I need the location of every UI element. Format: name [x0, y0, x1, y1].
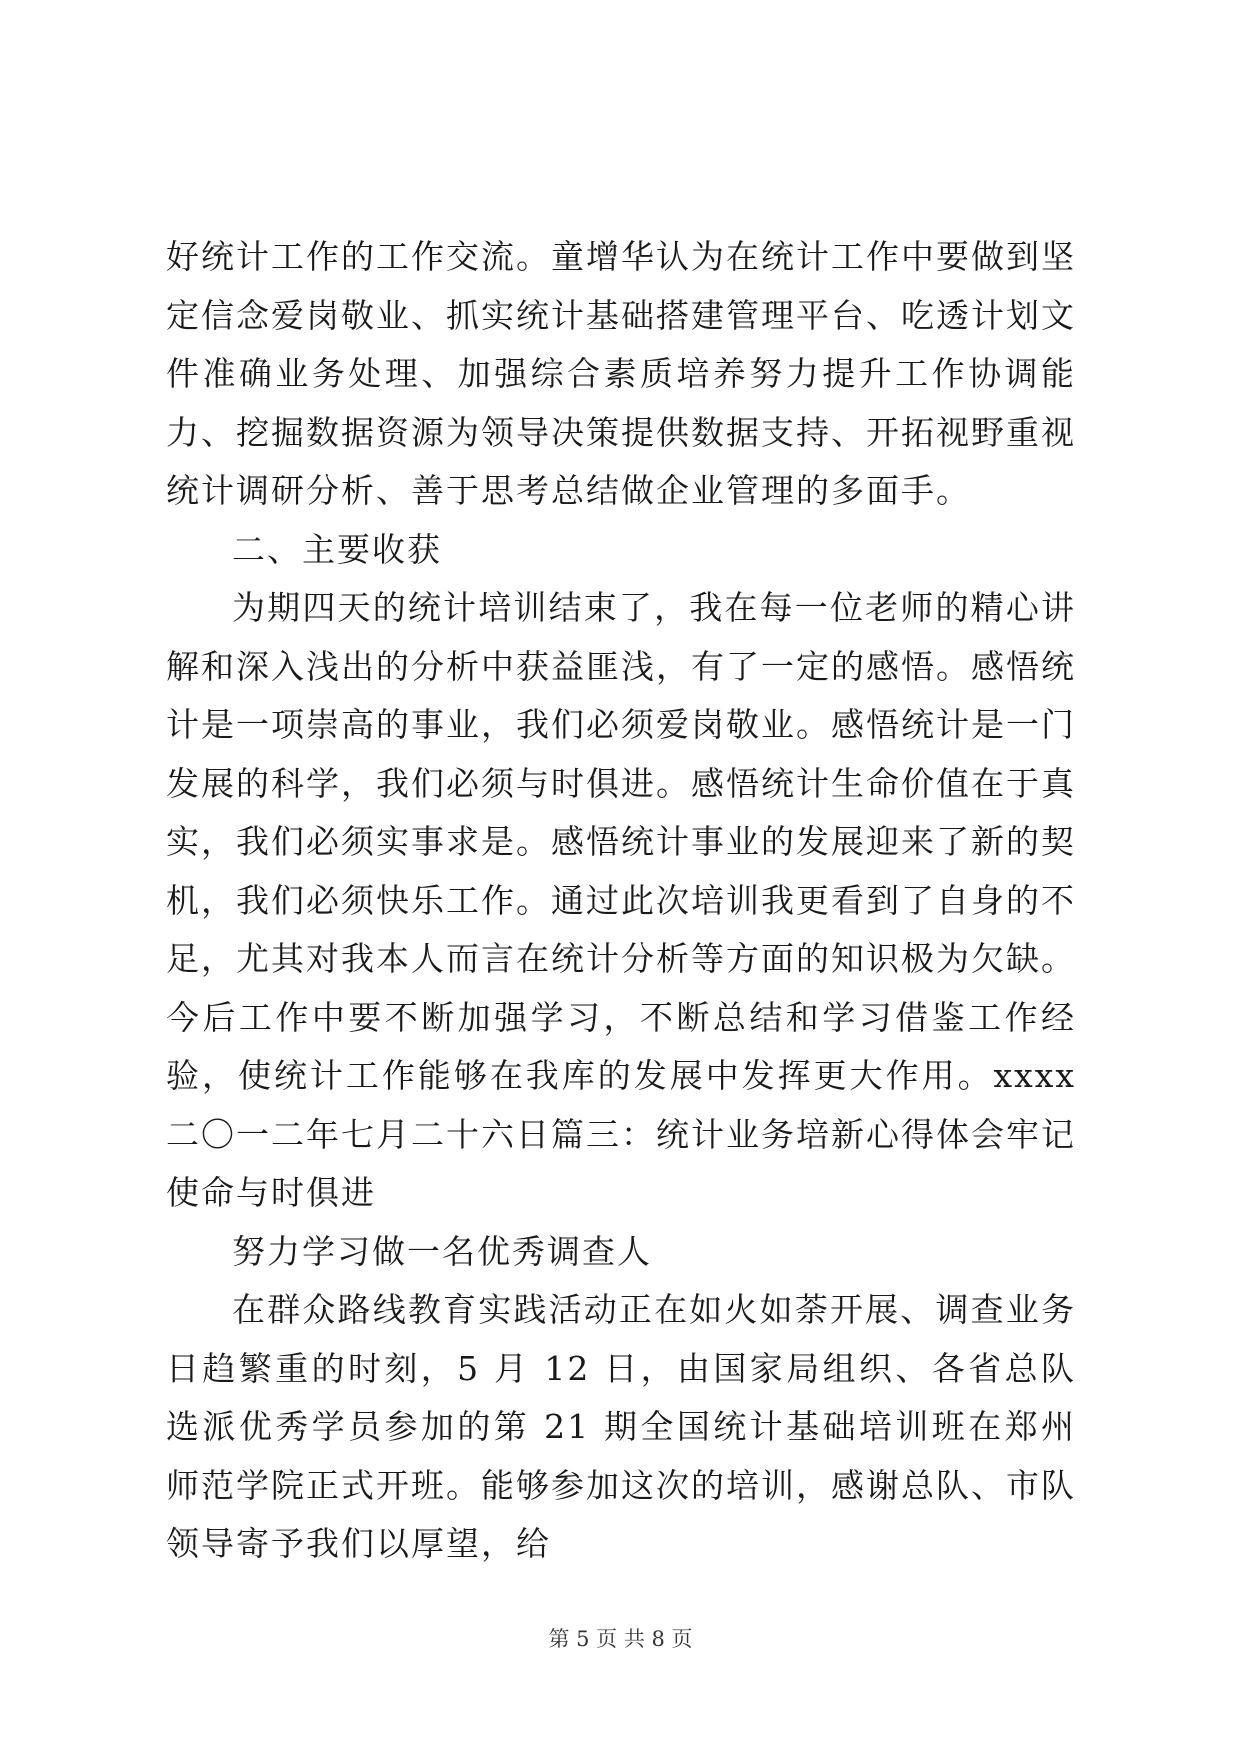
paragraph-1: 好统计工作的工作交流。童增华认为在统计工作中要做到坚定信念爱岗敬业、抓实统计基础搭建管理平台、吃透计划文件准确业务处理、加强综合素质培养努力提升工作协调能力、挖掘数据资源为领导决策提供数据支持、开拓视野重视统计调研分析、善于思考总结做企业管理的多面手。: [166, 237, 1076, 510]
document-body: [166, 228, 1076, 1574]
paragraph-2: 为期四天的统计培训结束了，我在每一位老师的精心讲解和深入浅出的分析中获益匪浅，有了一定的感悟。感悟统计是一项崇高的事业，我们必须爱岗敬业。感悟统计是一门发展的科学，我们必须与时俱进。感悟统计生命价值在于真实，我们必须实事求是。感悟统计事业的发展迎来了新的契机，我们必须快乐工作。通过此次培训我更看到了自身的不足，尤其对我本人而言在统计分析等方面的知识极为欠缺。今后工作中要不断加强学习，不断总结和学习借鉴工作经验，使统计工作能够在我库的发展中发挥更大作用。xxxx 二〇一二年七月二十六日篇三：统计业务培新心得体会牢记使命与时俱进: [166, 588, 1076, 1212]
subtitle-line: 努力学习做一名优秀调查人: [232, 1231, 652, 1271]
section-heading: 二、主要收获: [232, 529, 442, 569]
paragraph-3: 在群众路线教育实践活动正在如火如荼开展、调查业务日趋繁重的时刻，5 月 12 日，由国家局组织、各省总队选派优秀学员参加的第 21 期全国统计基础培训班在郑州师范学院正式开班。能够参加这次的培训，感谢总队、市队领导寄予我们以厚望，给: [166, 1290, 1076, 1563]
page-number-footer: 第 5 页 共 8 页: [548, 1627, 693, 1651]
